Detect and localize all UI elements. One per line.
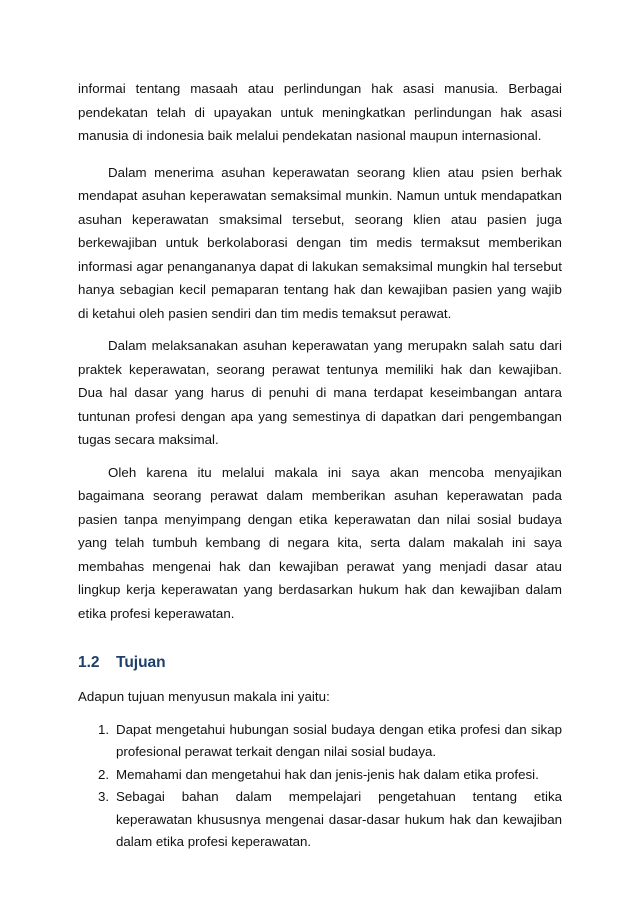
list-item-text: Dapat mengetahui hubungan sosial budaya dengan etika profesi dan sikap profesional perawat terkait dengan nilai sosial budaya. — [116, 721, 562, 759]
document-page — [78, 77, 562, 854]
list-item-text: Sebagai bahan dalam mempelajari pengetahuan tentang etika keperawatan khususnya mengenai dasar-dasar hukum hak dan kewajiban dalam etika profesi keperawatan. — [116, 789, 562, 849]
paragraph-continuation: informai tentang masaah atau perlindungan hak asasi manusia. Berbagai pendekatan telah di upayakan untuk meningkatkan perlindungan hak asasi manusia di indonesia baik melalui pendekatan nasional maupun internasional. — [78, 81, 562, 143]
list-item — [78, 764, 562, 787]
section-intro: Adapun tujuan menyusun makala ini yaitu: — [78, 689, 330, 704]
section-heading — [78, 651, 562, 675]
list-item-text: Memahami dan mengetahui hak dan jenis-jenis hak dalam etika profesi. — [116, 766, 539, 782]
section-number: 1.2 — [78, 654, 100, 671]
list-marker: 1. — [98, 721, 110, 737]
paragraph-paper-purpose: Oleh karena itu melalui makala ini saya akan mencoba menyajikan bagaimana seorang perawat dalam memberikan asuhan keperawatan pada pasien tanpa menyimpang dengan etika keperawatan dan nilai sosial budaya yang telah tumbuh kembang di negara kita, serta dalam makalah ini saya membahas mengenai hak dan kewajiban perawat yang menjadi dasar atau lingkup kerja keperawatan yang berdasarkan hukum hak dan kewajiban dalam etika profesi keperawatan. — [78, 464, 562, 621]
section-title: Tujuan — [116, 654, 166, 671]
paragraph-nurse-rights: Dalam melaksanakan asuhan keperawatan yang merupakn salah satu dari praktek keperawatan, seorang perawat tentunya memiliki hak dan kewajiban. Dua hal dasar yang harus di penuhi di mana terdapat keseimbangan antara tuntunan profesi dengan apa yang semestinya di dapatkan dari pengembangan tugas secara maksimal. — [78, 338, 562, 447]
list-item — [78, 719, 562, 764]
list-item — [78, 786, 562, 854]
list-marker: 3. — [98, 789, 110, 804]
list-marker: 2. — [98, 766, 110, 782]
paragraph-patient-rights: Dalam menerima asuhan keperawatan seorang klien atau psien berhak mendapat asuhan keperawatan semaksimal munkin. Namun untuk mendapatkan asuhan keperawatan smaksimal tersebut, seorang klien atau pasien juga berkewajiban untuk berkolaborasi dengan tim medis termaksut memberikan informasi agar penangananya dapat di lakukan semaksimal mungkin hal tersebut hanya sebagian kecil pemaparan tentang hak dan kewajiban pasien yang wajib di ketahui oleh pasien sendiri dan tim medis temaksut perawat. — [78, 164, 562, 321]
objectives-list — [78, 719, 562, 854]
